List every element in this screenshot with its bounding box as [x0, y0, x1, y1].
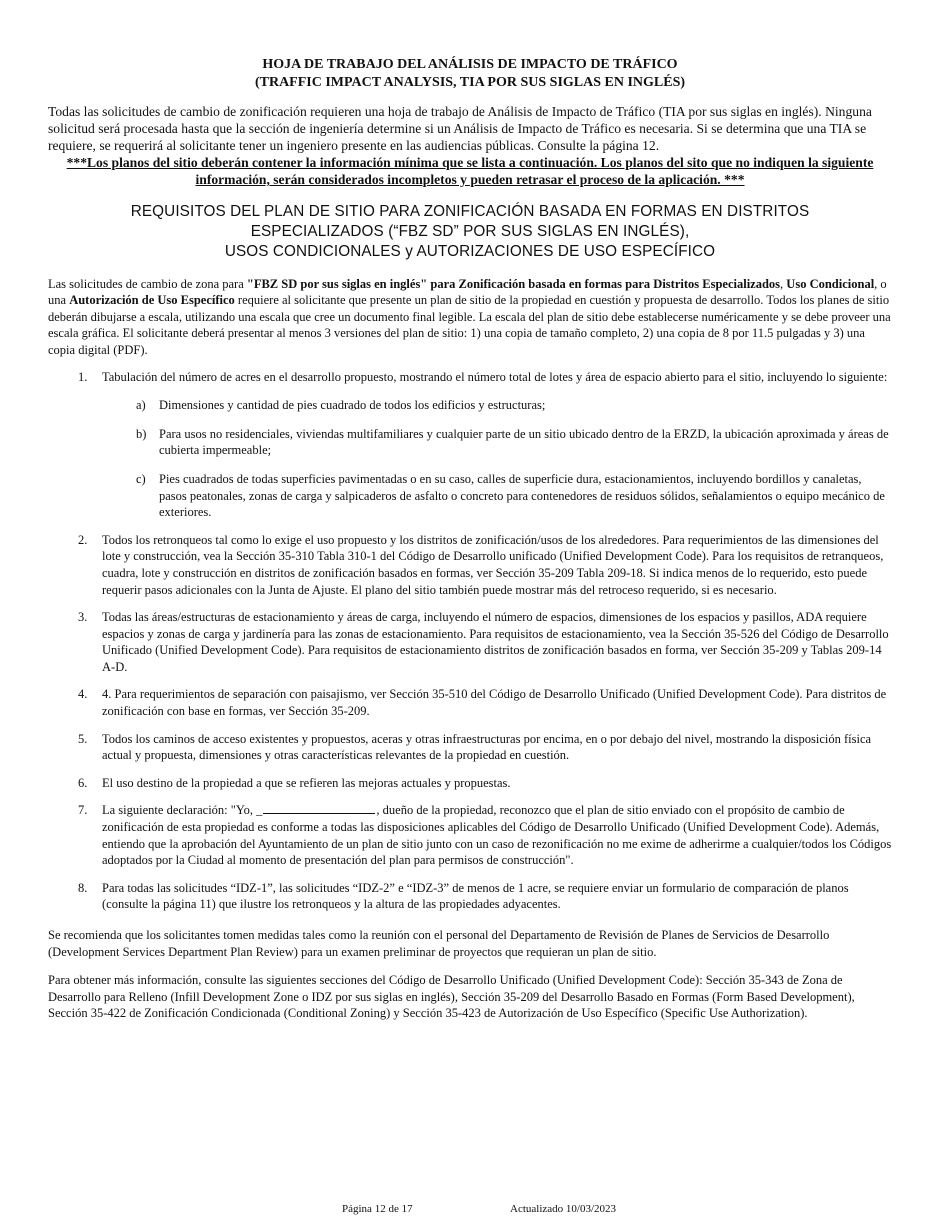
- item-text: El uso destino de la propiedad a que se refieren las mejoras actuales y propuestas.: [102, 775, 511, 790]
- item-number: 6.: [78, 775, 88, 790]
- intro-text-4: requiere al solicitante que presente un plan de sitio de la propiedad en cuestión y propuesta de desarrollo. Todos los planes de sitio deberán dibujarse a escala, utilizando una escala que cree un documento final legible. La escala del plan de sitio debe establecerse numéricamente y se debe proveer una escala gráfica. El solicitante deberá presentar al menos 3 versiones del plan de sitio: 1) una copia de tamaño completo, 2) una copia de 8 por 11.5 pulgadas y 3) una copia digital (PDF).: [48, 293, 891, 357]
- updated-date: Actualizado 10/03/2023: [510, 1203, 617, 1215]
- tia-intro-paragraph: Todas las solicitudes de cambio de zonificación requieren una hoja de trabajo de Análisis de Impacto de Tráfico (TIA por sus siglas en inglés). Ninguna solicitud será procesada hasta que la sección de ingeniería determine si un Análisis de Impacto de Tráfico es necesaria. Si se determina que una TIA se requiere, se requerirá al solicitante tener un ingeniero presente en las audiencias públicas. Consulte la página 12.: [48, 104, 872, 153]
- item-text: Todos los caminos de acceso existentes y propuestos, aceras y otras infraestructuras por encima, en o por debajo del nivel, mostrando la disposición física actual y propuesta, dimensiones y otras características relevantes de la propiedad en cuestión.: [102, 731, 872, 763]
- sub-list-item: [102, 397, 892, 414]
- intro-text-3: , o una: [48, 276, 887, 308]
- item-text: Todos los retronqueos tal como lo exige el uso propuesto y los distritos de zonificación/usos de los alrededores. Para requerimientos de las dimensiones del lote y construcción, vea la Sección 35-310 Tabla 310-1 del Código de Desarrollo unificado (Unified Development Code). Para los requisitos de retranqueos, cuadra, lote y construcción en distritos de zonificación basados en formas, ver Sección 35-209 Tabla 209-18. Si indica menos de lo requerido, esto puede requerir pasos adicionales con la Junta de Ajuste. El plano del sitio también puede mostrar más del retroceso requerido, si es necesario.: [102, 532, 884, 597]
- item-number: 3.: [78, 610, 88, 625]
- intro-bold-conditional: Uso Condicional: [786, 276, 875, 291]
- document-page: [48, 56, 892, 1022]
- item-number: 5.: [78, 731, 88, 746]
- intro-bold-specific-use: Autorización de Uso Específico: [69, 293, 235, 308]
- item-text: Tabulación del número de acres en el desarrollo propuesto, mostrando el número total de lotes y área de espacio abierto para el sitio, incluyendo lo siguiente:: [102, 369, 888, 384]
- sub-item-text: Dimensiones y cantidad de pies cuadrado de todos los edificios y estructuras;: [159, 398, 546, 413]
- intro-text-1: Las solicitudes de cambio de zona para: [48, 276, 247, 291]
- item-text: 4. Para requerimientos de separación con paisajismo, ver Sección 35-510 del Código de Desarrollo Unificado (Unified Development Code). Para distritos de zonificación con base en formas, ver Sección 35-209.: [102, 687, 887, 719]
- sub-list: [102, 397, 892, 521]
- list-item: [48, 686, 892, 719]
- requirements-intro: [48, 276, 892, 359]
- declaration-text-before: La siguiente declaración: "Yo, _: [102, 803, 263, 818]
- requirements-title-line1: REQUISITOS DEL PLAN DE SITIO PARA ZONIFICACIÓN BASADA EN FORMAS EN DISTRITOS: [130, 202, 810, 220]
- sub-item-letter: b): [136, 426, 147, 441]
- item-number: 7.: [78, 803, 88, 818]
- declaration-text: [102, 802, 892, 868]
- tia-title-line2: (TRAFFIC IMPACT ANALYSIS, TIA POR SUS SIGLAS EN INGLÉS): [254, 75, 686, 90]
- requirements-list: [48, 369, 892, 913]
- more-info-paragraph: Para obtener más información, consulte las siguientes secciones del Código de Desarrollo Unificado (Unified Development Code): Sección 35-343 de Zona de Desarrollo para Relleno (Infill Development Zone o IDZ por sus siglas en inglés), Sección 35-209 del Desarrollo Basado en Formas (Form Based Development), Sección 35-422 de Zonificación Condicionada (Conditional Zoning) y Sección 35-423 de Autorización de Uso Específico (Specific Use Authorization).: [48, 973, 855, 1021]
- requirements-title: [48, 202, 892, 262]
- list-item: [48, 802, 892, 868]
- item-text: Todas las áreas/estructuras de estacionamiento y áreas de carga, incluyendo el número de espacios, dimensiones de los espacios y pasillos, ADA requiere espacios y zonas de carga y jardinería para las zonas de estacionamiento. Para requisitos de estacionamiento, vea la Sección 35-526 del Código de Desarrollo Unificado (Unified Development Code). Para requisitos de estacionamiento distritos de zonificación basados en forma, ver Sección 35-209 y Tablas 209-14 A-D.: [102, 610, 889, 674]
- requirements-title-line2: ESPECIALIZADOS (“FBZ SD” POR SUS SIGLAS EN INGLÉS),: [250, 222, 690, 240]
- item-text: Para todas las solicitudes “IDZ-1”, las solicitudes “IDZ-2” e “IDZ-3” de menos de 1 acre, se requiere enviar un formulario de comparación de planos (consulte la página 11) que ilustre los retronqueos y la altura de las propiedades adyacentes.: [102, 880, 849, 912]
- list-item: [48, 369, 892, 521]
- recommendation-paragraph: Se recomienda que los solicitantes tomen medidas tales como la reunión con el personal del Departamento de Revisión de Planes de Servicios de Desarrollo (Development Services Department Plan Review) para un examen preliminar de proyectos que requieran un plan de sitio.: [48, 928, 830, 959]
- sub-item-text: Pies cuadrados de todas superficies pavimentadas o en su caso, calles de superficie dura, estacionamientos, incluyendo bordillos y canaletas, pasos peatonales, zonas de carga y salpicaderos de asfalto o concreto para contenedores de residuos sólidos, señalamientos o equipo mecánico de exteriores.: [159, 471, 885, 520]
- list-item: [48, 532, 892, 598]
- intro-bold-fbz: "FBZ SD por sus siglas en inglés" para Zonificación basada en formas para Distritos Especializados: [246, 276, 781, 291]
- sub-item-letter: c): [136, 471, 146, 486]
- page-number: Página 12 de 17: [342, 1203, 413, 1215]
- sub-list-item: [102, 471, 892, 521]
- site-plan-warning: ***Los planos del sitio deberán contener la información mínima que se lista a continuación. Los planos del sito que no indiquen la siguiente información, serán considerados incompletos y pueden retrasar el proceso de la aplicación. ***: [66, 155, 874, 187]
- item-number: 8.: [78, 880, 88, 895]
- list-item: [48, 775, 892, 792]
- intro-text-2: ,: [780, 276, 787, 291]
- list-item: [48, 880, 892, 913]
- sub-list-item: [102, 426, 892, 459]
- owner-name-blank: [263, 802, 375, 814]
- sub-item-text: Para usos no residenciales, viviendas multifamiliares y cualquier parte de un sitio ubicado dentro de la ERZD, la ubicación aproximada y áreas de cubierta impermeable;: [159, 426, 889, 458]
- list-item: [48, 609, 892, 675]
- item-number: 4.: [78, 687, 88, 702]
- item-number: 1.: [78, 369, 88, 384]
- tia-title: [48, 56, 892, 92]
- tia-title-line1: HOJA DE TRABAJO DEL ANÁLISIS DE IMPACTO DE TRÁFICO: [262, 57, 678, 72]
- list-item: [48, 731, 892, 764]
- requirements-title-line3: USOS CONDICIONALES y AUTORIZACIONES DE USO ESPECÍFICO: [224, 242, 716, 260]
- sub-item-letter: a): [136, 398, 146, 413]
- item-number: 2.: [78, 532, 88, 547]
- declaration-text-after: , dueño de la propiedad, reconozco que el plan de sitio enviado con el propósito de cambio de zonificación de esta propiedad es conforme a todas las disposiciones aplicables del Código de Desarrollo Unificado (Unified Development Code). Además, entiendo que la aprobación del Ayuntamiento de un plan de sitio junto con un caso de rezonificación no me exime de adherirme a cualquier/todos los Códigos adoptados por la Ciudad al momento de presentación del plan para permisos de construcción".: [102, 803, 892, 868]
